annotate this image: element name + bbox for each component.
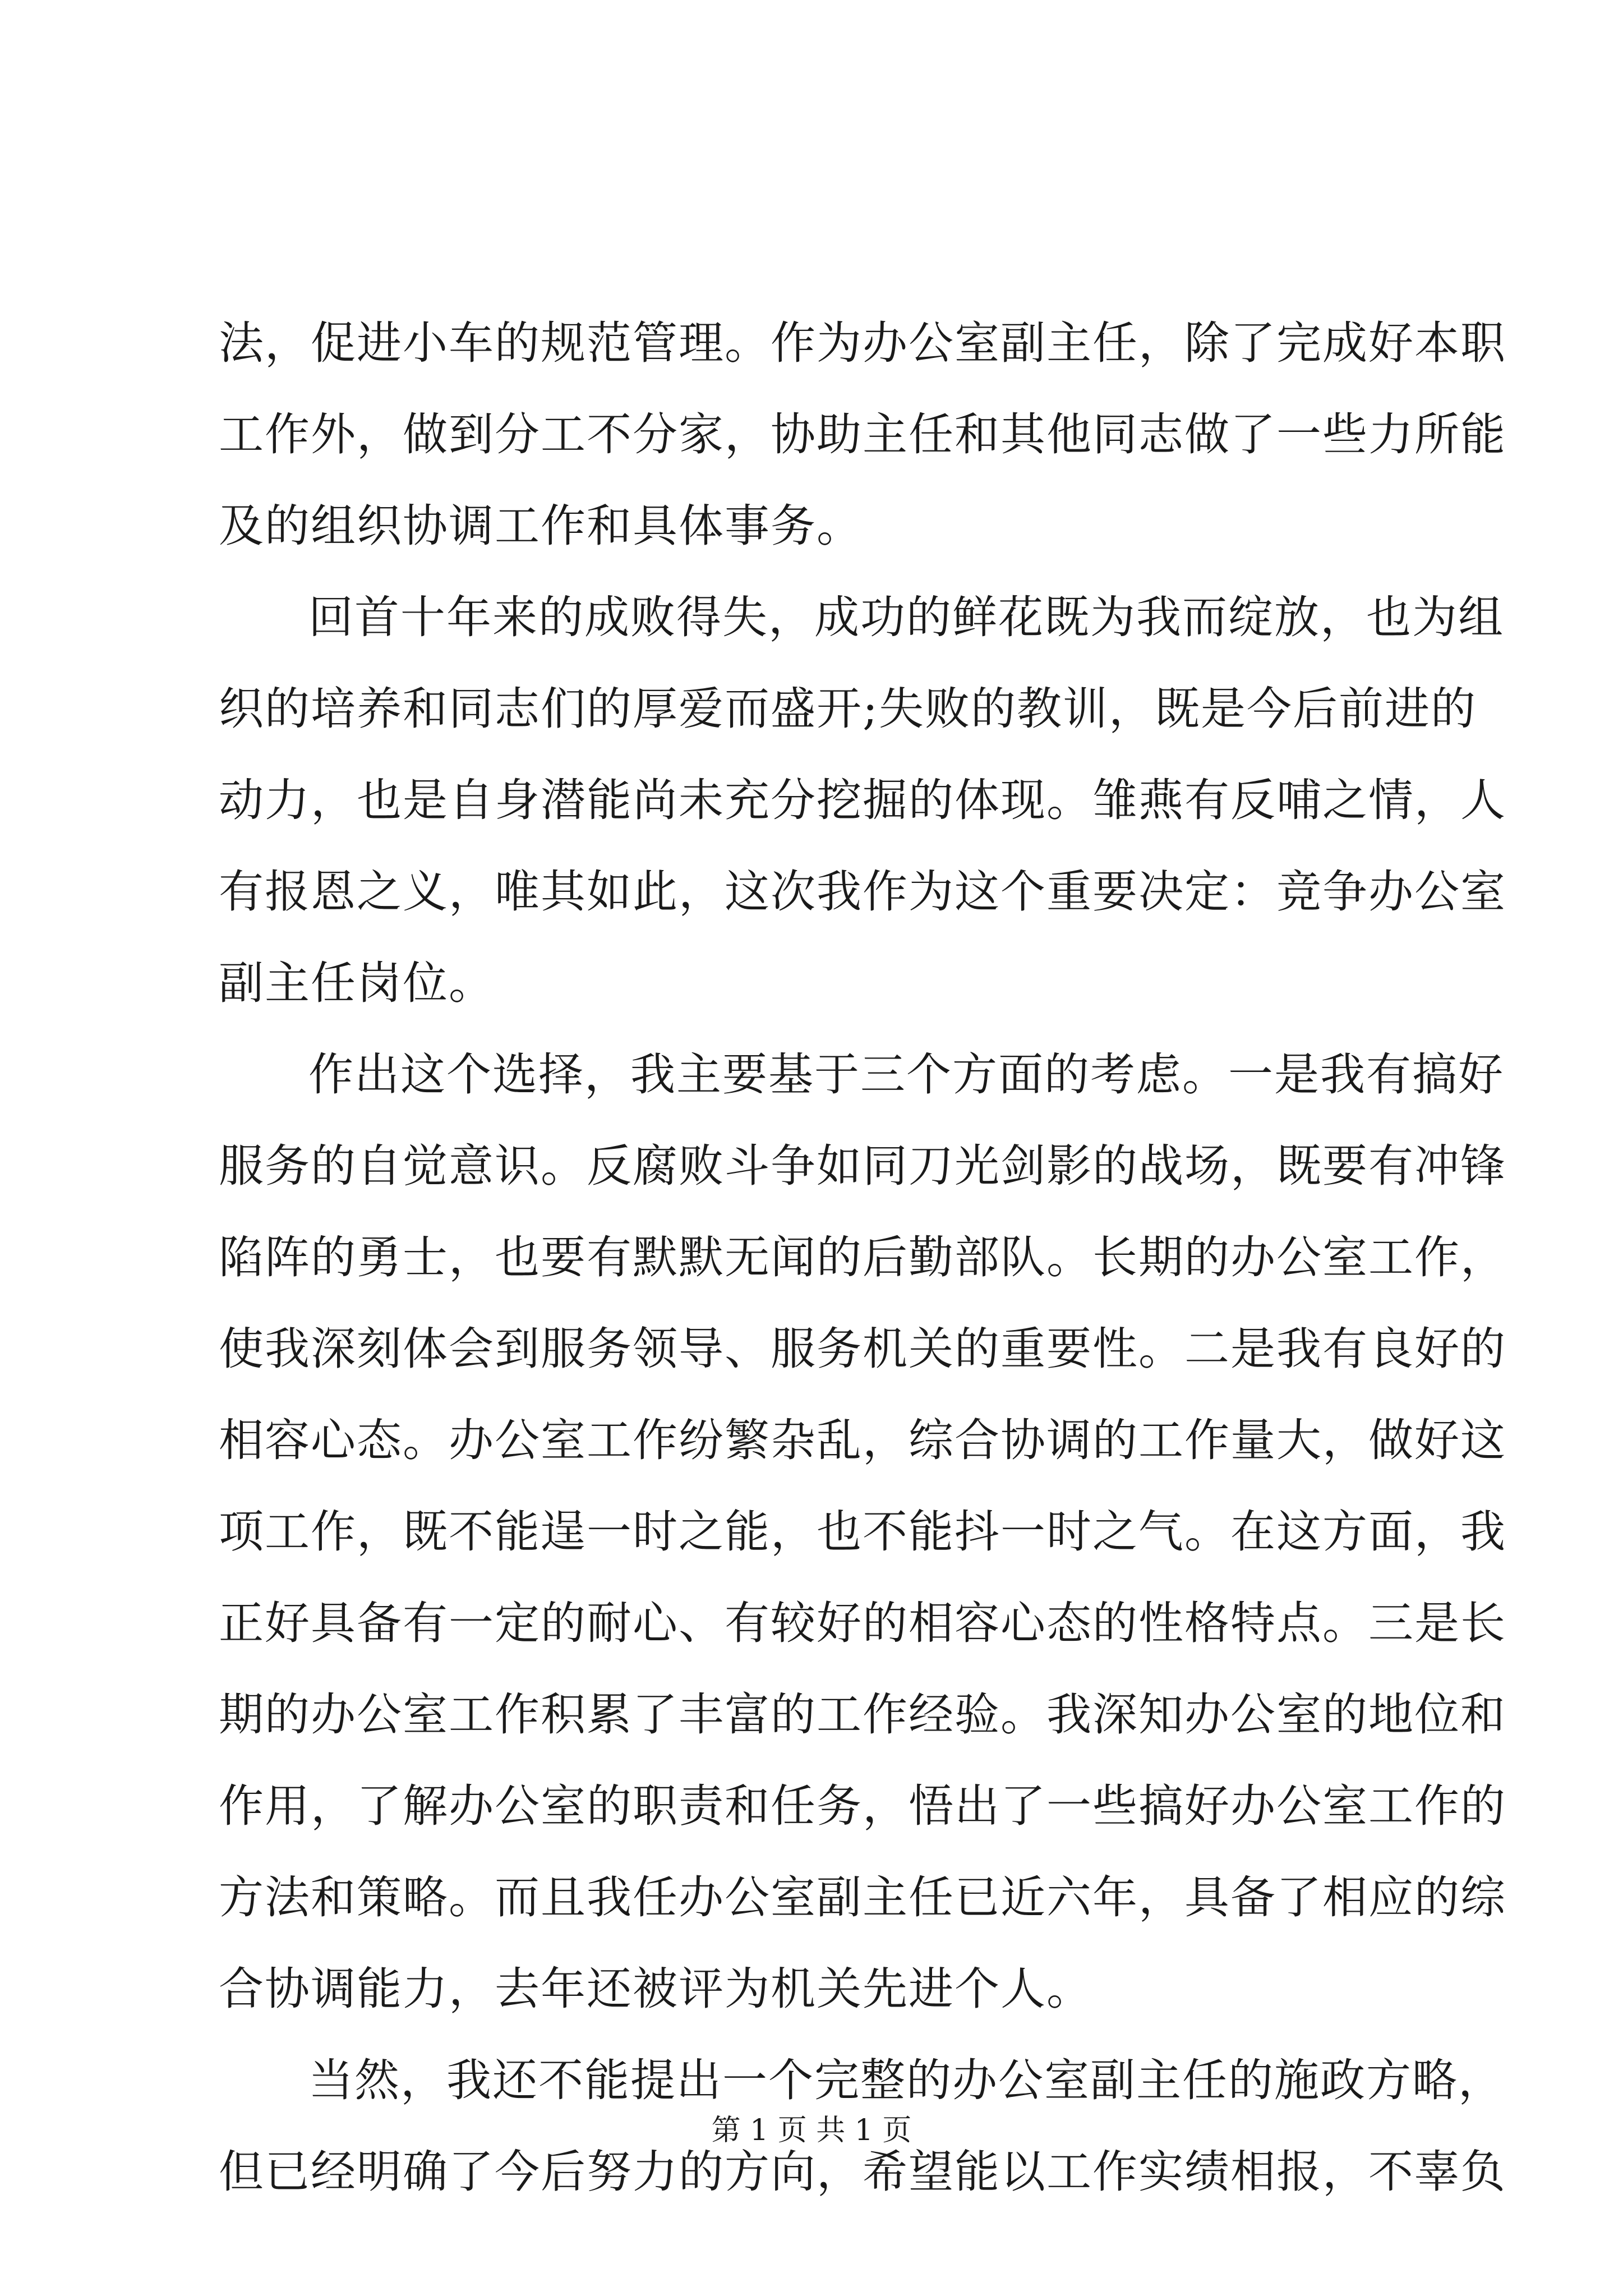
text-line: 正好具备有一定的耐心、有较好的相容心态的性格特点。三是长	[219, 1597, 1506, 1649]
text-line: 当然，我还不能提出一个完整的办公室副主任的施政方略，	[308, 2054, 1504, 2106]
text-line: 作用，了解办公室的职责和任务，悟出了一些搞好办公室工作的	[219, 1780, 1506, 1832]
text-line: 期的办公室工作积累了丰富的工作经验。我深知办公室的地位和	[219, 1688, 1506, 1741]
text-line: 相容心态。办公室工作纷繁杂乱，综合协调的工作量大，做好这	[219, 1414, 1506, 1466]
paragraph-1	[219, 297, 1506, 572]
paragraph-2	[219, 572, 1506, 1029]
text-line: 工作外，做到分工不分家，协助主任和其他同志做了一些力所能	[219, 408, 1506, 461]
text-line: 有报恩之义，唯其如此，这次我作为这个重要决定：竞争办公室	[219, 866, 1506, 918]
text-line: 动力，也是自身潜能尚未充分挖掘的体现。雏燕有反哺之情，人	[219, 774, 1506, 826]
text-line: 陷阵的勇士，也要有默默无闻的后勤部队。长期的办公室工作，	[219, 1231, 1506, 1283]
text-line: 但已经明确了今后努力的方向，希望能以工作实绩相报，不辜负	[219, 2146, 1506, 2198]
page-footer: 第 1 页 共 1 页	[711, 2114, 912, 2147]
text-line: 作出这个选择，我主要基于三个方面的考虑。一是我有搞好	[308, 1048, 1504, 1101]
text-line: 回首十年来的成败得失，成功的鲜花既为我而绽放，也为组	[308, 591, 1504, 643]
paragraph-3	[219, 1029, 1506, 2035]
text-line: 使我深刻体会到服务领导、服务机关的重要性。二是我有良好的	[219, 1323, 1506, 1375]
text-line: 法，促进小车的规范管理。作为办公室副主任，除了完成好本职	[219, 317, 1506, 369]
text-line: 合协调能力，去年还被评为机关先进个人。	[219, 1963, 1092, 2015]
text-line: 项工作，既不能逞一时之能，也不能抖一时之气。在这方面，我	[219, 1506, 1506, 1558]
text-line: 织的培养和同志们的厚爱而盛开;失败的教训，既是今后前进的	[219, 683, 1477, 735]
document-body	[219, 297, 1506, 2217]
text-line: 副主任岗位。	[219, 957, 495, 1009]
text-line: 方法和策略。而且我任办公室副主任已近六年，具备了相应的综	[219, 1871, 1506, 1924]
text-line: 服务的自觉意识。反腐败斗争如同刀光剑影的战场，既要有冲锋	[219, 1140, 1506, 1192]
text-line: 及的组织协调工作和具体事务。	[219, 500, 863, 552]
